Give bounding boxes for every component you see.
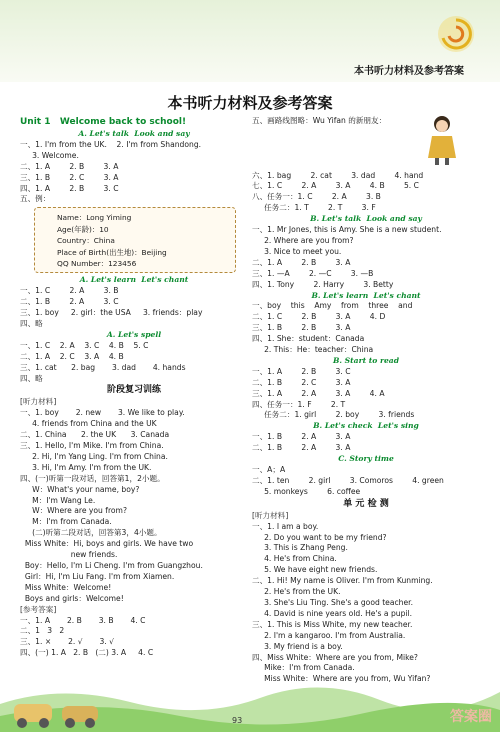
answer-line: 一、1. B 2. A 3. A (252, 432, 351, 442)
answer-line: 三、1. × 2. √ 3. √ (20, 637, 114, 647)
answer-line: Boys and girls：Welcome! (20, 593, 124, 603)
left-column (20, 116, 248, 659)
answer-line: Mike：I'm from Canada. (252, 663, 355, 673)
right-column (252, 116, 480, 685)
section-heading: B. Let's learn Let's chant (311, 290, 421, 300)
answer-line: 2. Hi, I'm Yang Ling. I'm from China. (20, 451, 168, 461)
answer-line: new friends. (20, 550, 118, 560)
answer-line: 五、例： (20, 194, 51, 204)
info-card-qq: QQ Number：123456 (57, 259, 137, 269)
answer-line: 2. He's from the UK. (252, 587, 341, 597)
answer-line: 二、1. China 2. the UK 3. Canada (20, 430, 170, 440)
answer-line: 一、1. I am a boy. (252, 521, 319, 531)
answer-line: 三、1. Hello, I'm Mike. I'm from China. (20, 441, 164, 451)
answer-line: 任务二：1. T 2. T 3. F (252, 203, 376, 213)
answer-line: 三、1. boy 2. girl：the USA 3. friends：play (20, 308, 203, 318)
answer-line: 三、1. B 2. C 3. A (20, 172, 119, 182)
answer-line: 一、boy this Amy from three and (252, 301, 413, 311)
answer-line: 4. friends from China and the UK (20, 419, 157, 429)
info-card-country: Country：China (57, 236, 115, 246)
page-title: 本书听力材料及参考答案 (167, 94, 333, 112)
section-title: 阶段复习训练 (106, 385, 161, 396)
answer-line: 二、1. Hi! My name is Oliver. I'm from Kunming. (252, 576, 433, 586)
answer-line: 一、1. C 2. A 3. B (20, 286, 119, 296)
section-heading: B. Start to read (332, 355, 400, 365)
answer-line: 2. Do you want to be my friend? (252, 532, 387, 542)
answer-line: 3. My friend is a boy. (252, 641, 343, 651)
answer-line: 5. We have eight new friends. (252, 565, 378, 575)
answer-line: 二、1. B 2. A 3. C (20, 297, 119, 307)
answer-line: W：What's your name, boy? (20, 484, 140, 494)
answer-line: 2. Where are you from? (252, 235, 354, 245)
answer-line: 4. David is nine years old. He's a pupil. (252, 608, 413, 618)
answer-line: 4. He's from China. (252, 554, 337, 564)
banner-title: 本书听力材料及参考答案 (354, 66, 464, 77)
answer-line: 四、1. Tony 2. Harry 3. Betty (252, 279, 394, 289)
girl-illustration-icon (422, 114, 462, 166)
answer-line: 四、略 (20, 373, 43, 383)
answer-line: 3. Hi, I'm Amy. I'm from the UK. (20, 462, 152, 472)
answer-line: Miss White：Welcome! (20, 582, 112, 592)
answer-line: 三、1. —A 2. —C 3. —B (252, 268, 374, 278)
answer-line: 四、Miss White：Where are you from, Mike? (252, 652, 418, 662)
answer-line: W：Where are you from? (20, 506, 127, 516)
answer-line: 四、略 (20, 318, 43, 328)
answer-line: Boy：Hello, I'm Li Cheng. I'm from Guangzhou. (20, 561, 203, 570)
answer-line: 三、1. This is Miss White, my new teacher. (252, 619, 413, 629)
footer-landscape-illustration (0, 676, 500, 732)
answer-line: 三、1. A 2. A 3. A 4. A (252, 388, 385, 398)
answer-line: 四、1. A 2. B 3. C (20, 183, 119, 193)
answer-line: 2. I'm a kangaroo. I'm from Australia. (252, 630, 406, 640)
section-tag: [听力材料] (20, 397, 57, 407)
answer-line: 一、1. boy 2. new 3. We like to play. (20, 408, 185, 418)
section-title: 单 元 检 测 (343, 498, 389, 509)
answer-line: 3. Nice to meet you. (252, 246, 342, 256)
answer-line: 2. This：He：teacher：China (252, 345, 374, 355)
answer-line: 四、(一)听第一段对话，回答第1，2小题。 (20, 473, 165, 483)
info-card-birth: Place of Birth(出生地)：Beijing (57, 247, 167, 257)
page-number: 93 (232, 716, 243, 725)
answer-line: M：I'm Wang Le. (20, 495, 96, 505)
profile-info-card (34, 207, 236, 273)
answer-line: 3. Welcome. (20, 150, 79, 160)
answer-line: 一、A；A (252, 465, 286, 474)
answer-line: M：I'm from Canada. (20, 517, 112, 527)
answer-line: Miss White：Hi, boys and girls. We have two (20, 539, 194, 549)
header-banner (0, 0, 500, 82)
section-heading: A. Let's learn Let's chant (79, 275, 189, 285)
section-tag: [听力材料] (252, 510, 289, 520)
answer-line: 六、1. bag 2. cat 3. dad 4. hand (252, 170, 424, 180)
answer-line: 四、任务一：1. F 2. T (252, 399, 346, 409)
answer-line: 二、1. A 2. C 3. A 4. B (20, 351, 124, 361)
answer-line: 二、1. C 2. B 3. A 4. D (252, 312, 386, 322)
section-heading: A. Let's spell (106, 329, 162, 339)
answer-line: 二、1. A 2. B 3. A (252, 257, 351, 267)
answer-line: 二、1 3 2 (20, 626, 65, 636)
watermark: 答案圈 (450, 709, 492, 725)
answer-line: 一、1. C 2. A 3. C 4. B 5. C (20, 340, 149, 350)
answer-line: 四、1. She：student：Canada (252, 334, 365, 344)
answer-line: 二、1. B 2. A 3. A (252, 443, 351, 453)
answer-line: 八、任务一：1. C 2. A 3. B (252, 192, 381, 202)
section-heading: C. Story time (338, 454, 394, 464)
section-heading: A. Let's talk Look and say (78, 129, 190, 138)
answer-line: 一、1. Mr Jones, this is Amy. She is a new student. (252, 225, 442, 235)
answer-line: 三、1. cat 2. bag 3. dad 4. hands (20, 362, 186, 372)
answer-line: 一、1. I'm from the UK. 2. I'm from Shandong. (20, 139, 202, 149)
answer-line: 一、1. A 2. B 3. C (252, 366, 351, 376)
info-card-name: Name：Long Yiming (57, 213, 132, 223)
answer-line: 三、1. B 2. B 3. A (252, 323, 351, 333)
section-tag: [参考答案] (20, 604, 57, 614)
answer-line: 七、1. C 2. A 3. A 4. B 5. C (252, 181, 419, 191)
answer-line: Miss White：Where are you from, Wu Yifan? (252, 674, 431, 684)
info-card-age: Age(年龄)：10 (57, 224, 109, 234)
answer-line: Girl：Hi, I'm Liu Fang. I'm from Xiamen. (20, 571, 175, 581)
answer-line: 二、1. B 2. C 3. A (252, 377, 351, 387)
answer-line: 任务二：1. girl 2. boy 3. friends (252, 410, 415, 420)
answer-line: 二、1. A 2. B 3. A (20, 161, 119, 171)
section-heading: B. Let's check Let's sing (313, 421, 419, 431)
answer-line: 二、1. ten 2. girl 3. Comoros 4. green (252, 475, 444, 485)
answer-line: 3. She's Liu Ting. She's a good teacher. (252, 597, 414, 607)
section-heading: B. Let's talk Look and say (310, 214, 422, 224)
unit-title: Unit 1 Welcome back to school! (20, 117, 187, 127)
swirl-logo-icon (434, 12, 478, 56)
answer-line: 一、1. A 2. B 3. B 4. C (20, 615, 146, 625)
answer-line: 五、画路线图略：Wu Yifan 的新朋友： (252, 116, 387, 125)
answer-line: (二)听第二段对话，回答第3，4小题。 (20, 528, 162, 538)
answer-line: 四、(一) 1. A 2. B (二) 3. A 4. C (20, 648, 154, 658)
answer-line: 5. monkeys 6. coffee (252, 486, 361, 496)
answer-line: 3. This is Zhang Peng. (252, 543, 348, 553)
